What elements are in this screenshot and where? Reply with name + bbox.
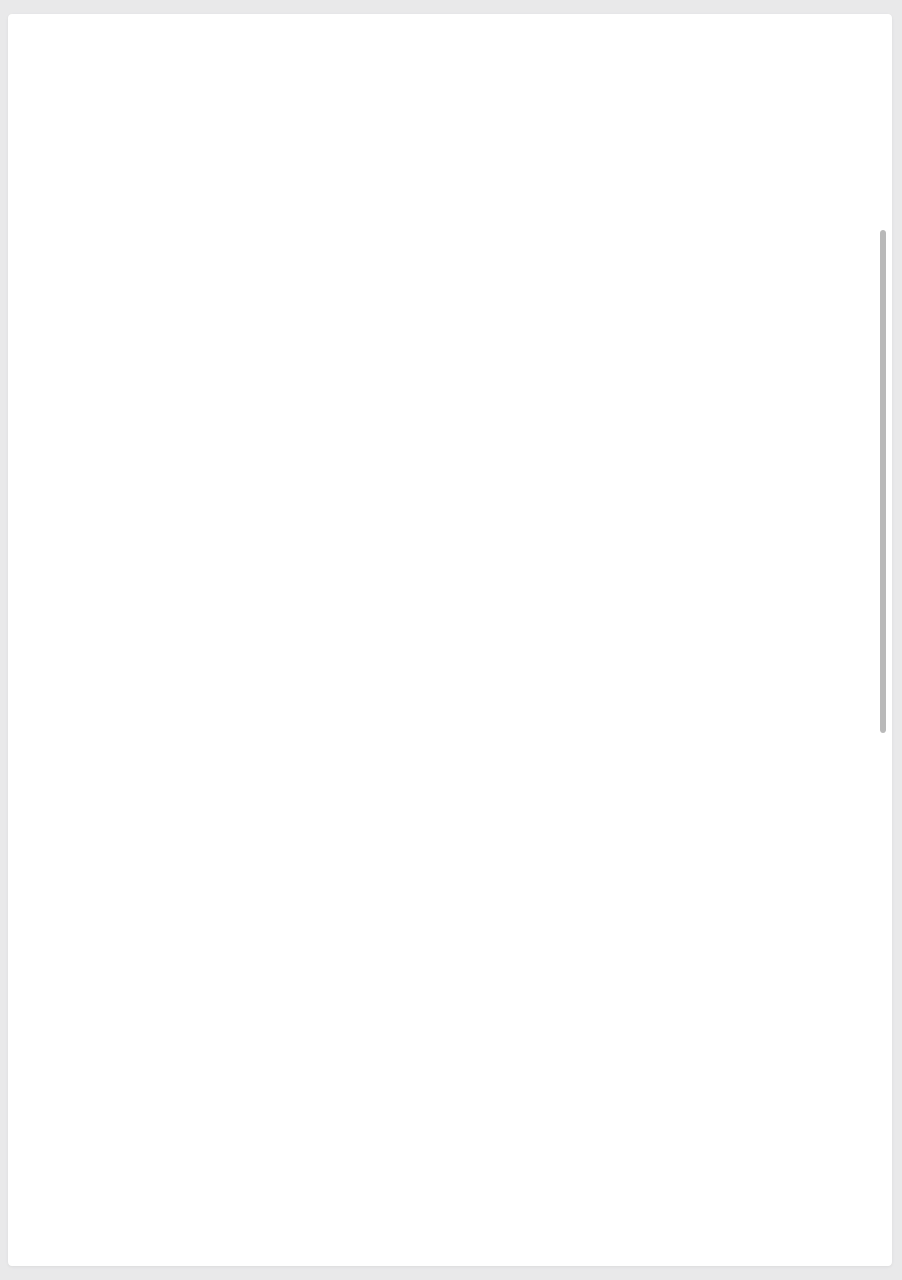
- scrollbar-thumb[interactable]: [880, 230, 886, 733]
- scrollbar[interactable]: [879, 34, 886, 1270]
- resume-page: [8, 14, 892, 1266]
